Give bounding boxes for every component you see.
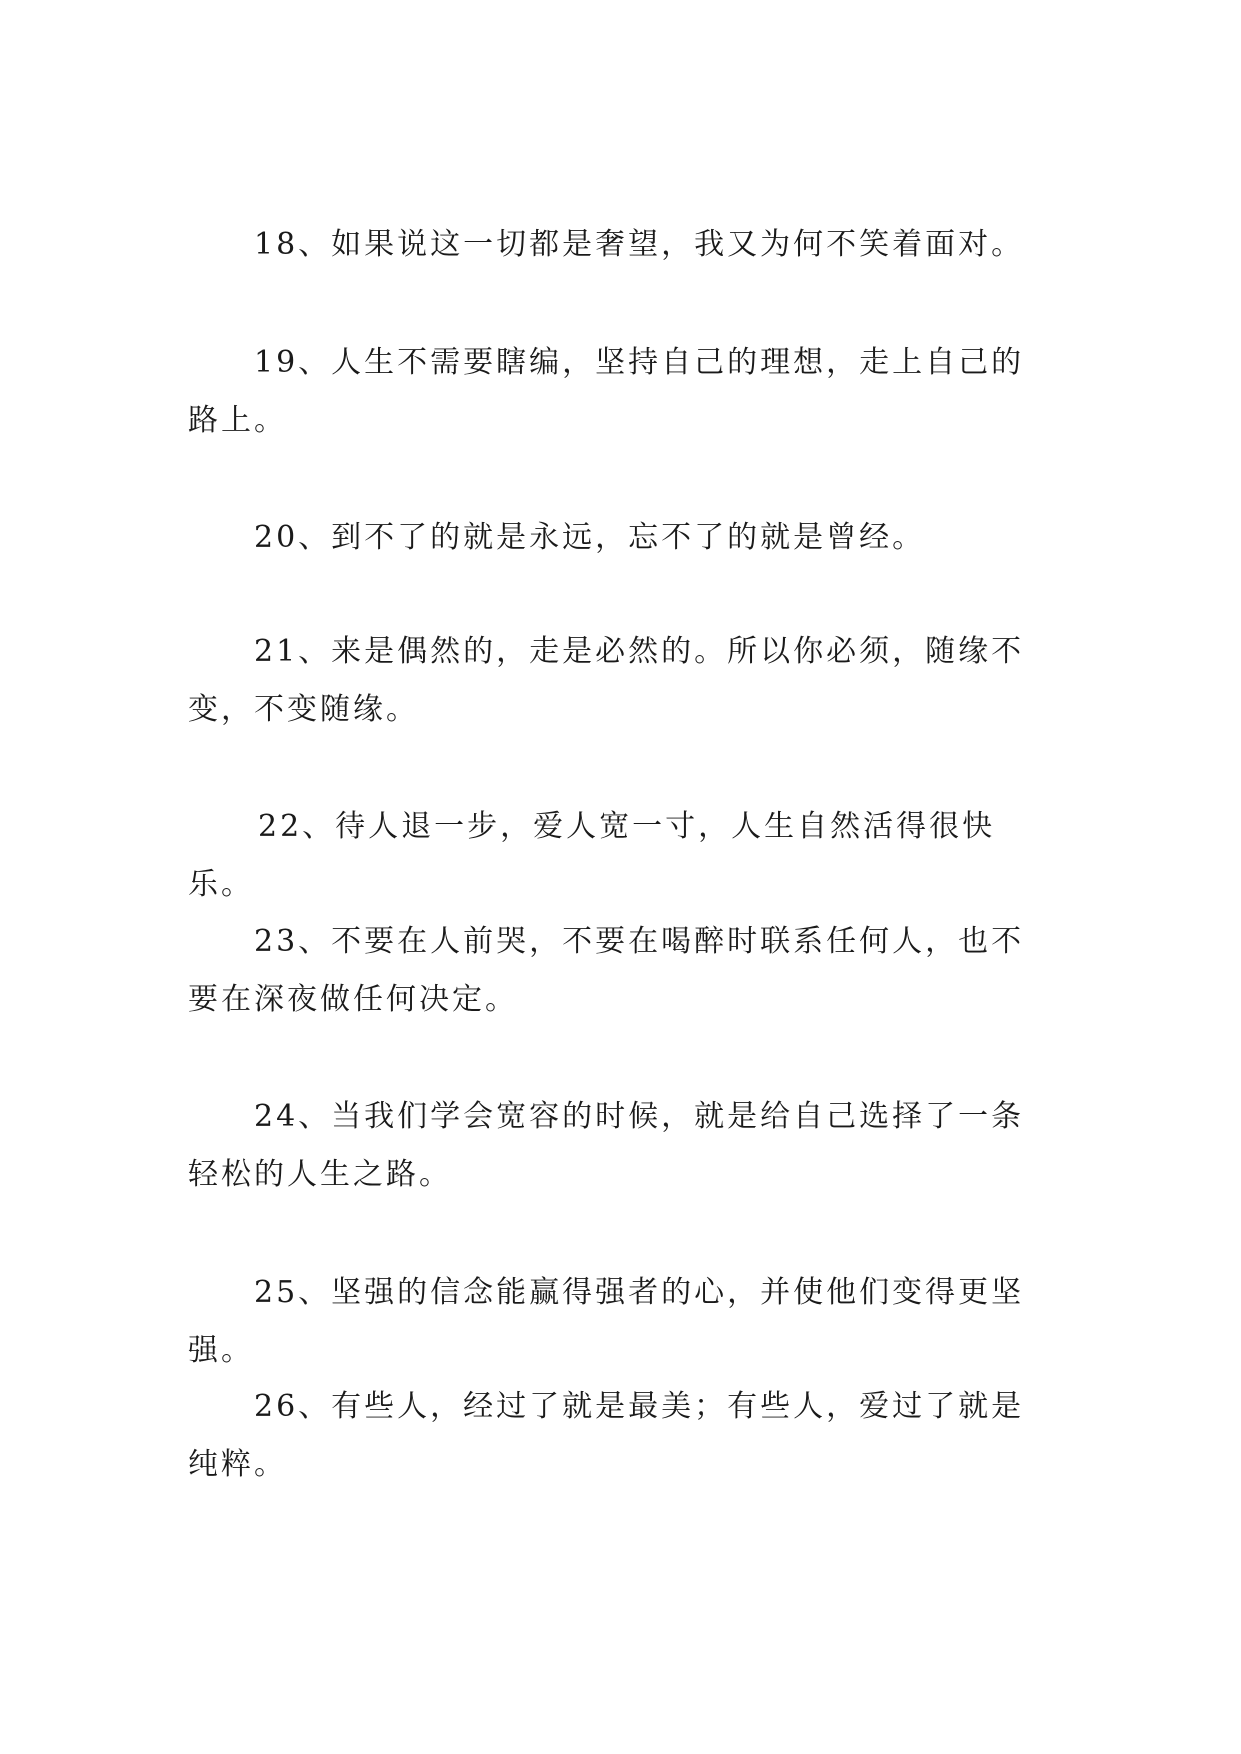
- quote-paragraph: 19、人生不需要瞎编，坚持自己的理想，走上自己的路上。: [188, 345, 1025, 438]
- quote-paragraph: 26、有些人，经过了就是最美；有些人，爱过了就是纯粹。: [188, 1389, 1025, 1482]
- quote-paragraph: 24、当我们学会宽容的时候，就是给自己选择了一条轻松的人生之路。: [188, 1099, 1025, 1192]
- quote-paragraph: 25、坚强的信念能赢得强者的心，并使他们变得更坚强。: [188, 1275, 1025, 1368]
- quote-paragraph: 21、来是偶然的，走是必然的。所以你必须，随缘不变，不变随缘。: [188, 634, 1025, 727]
- quote-paragraph: 20、到不了的就是永远，忘不了的就是曾经。: [254, 520, 926, 555]
- quote-paragraph: 18、如果说这一切都是奢望，我又为何不笑着面对。: [254, 227, 1025, 262]
- quote-paragraph: 22、待人退一步，爱人宽一寸，人生自然活得很快乐。: [188, 809, 996, 902]
- quote-paragraph: 23、不要在人前哭，不要在喝醉时联系任何人，也不要在深夜做任何决定。: [188, 924, 1025, 1017]
